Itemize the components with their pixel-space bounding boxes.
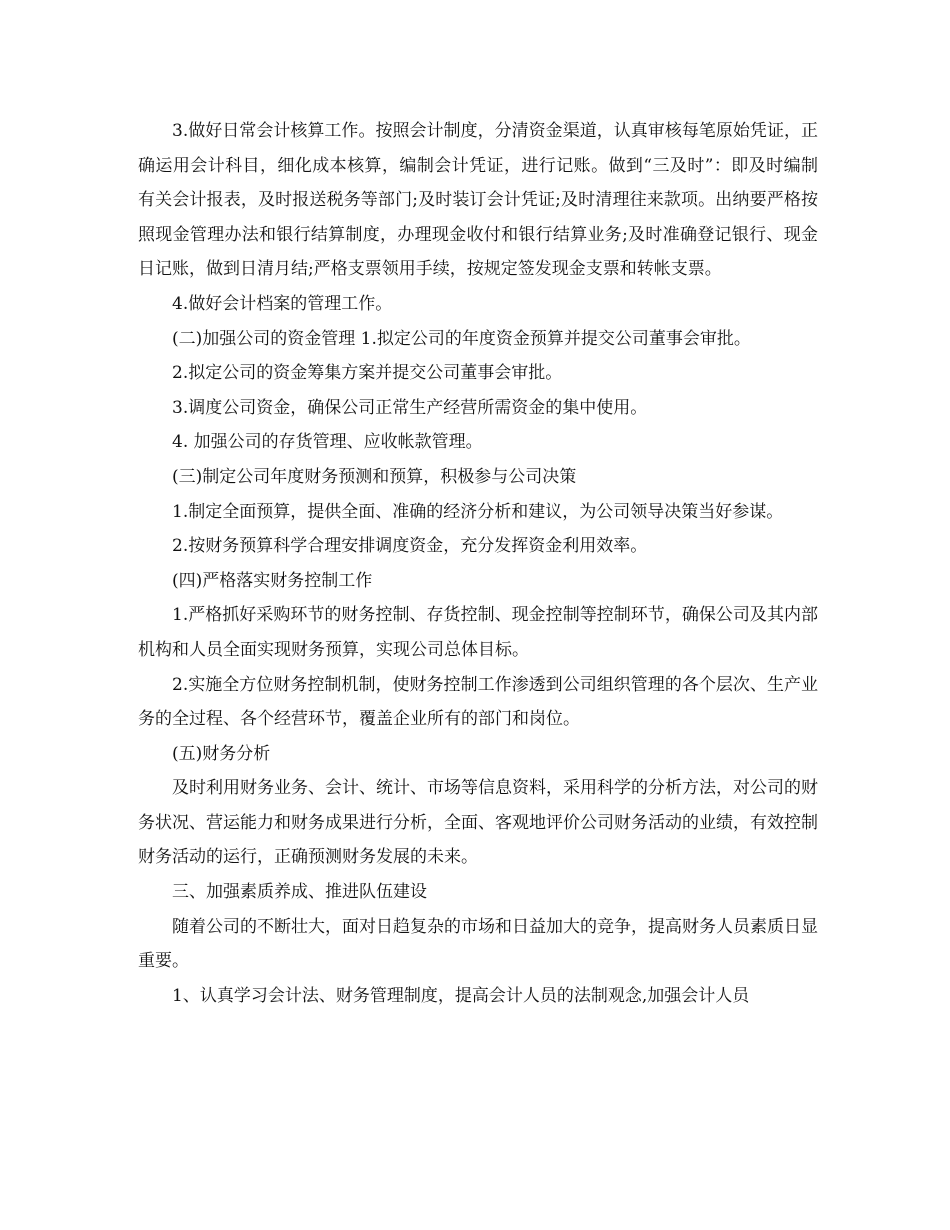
paragraph-budget-arrangement: 2.按财务预算科学合理安排调度资金，充分发挥资金利用效率。: [172, 536, 648, 557]
document-body: [138, 114, 818, 1013]
section-heading-financial-analysis: (五)财务分析: [172, 743, 271, 764]
paragraph-staff-quality: 随着公司的不断壮大，面对日趋复杂的市场和日益加大的竞争，提高财务人员素质日显重要。: [138, 916, 818, 972]
section-heading-fund-management: (二)加强公司的资金管理 1.拟定公司的年度资金预算并提交公司董事会审批。: [172, 328, 751, 349]
paragraph-procurement-control: 1.严格抓好采购环节的财务控制、存货控制、现金控制等控制环节，确保公司及其内部机构和人员全面实现财务预算，实现公司总体目标。: [138, 605, 818, 660]
paragraph-fundraising-plan: 2.拟定公司的资金筹集方案并提交公司董事会审批。: [172, 363, 563, 384]
paragraph-accounting-work: 3.做好日常会计核算工作。按照会计制度，分清资金渠道，认真审核每笔原始凭证，正确运用会计科目，细化成本核算，编制会计凭证，进行记账。做到“三及时”：即及时编制有关会计报表，及时报送税务等部门;及时装订会计凭证;及时清理往来款项。出纳要严格按照现金管理办法和银行结算制度，办理现金收付和银行结算业务;及时准确登记银行、现金日记账，做到日清月结;严格支票领用手续，按规定签发现金支票和转帐支票。: [138, 121, 818, 280]
section-heading-team-building: 三、加强素质养成、推进队伍建设: [172, 882, 427, 903]
section-heading-financial-control: (四)严格落实财务控制工作: [172, 570, 373, 591]
paragraph-study-accounting-law: 1、认真学习会计法、财务管理制度，提高会计人员的法制观念,加强会计人员: [172, 985, 750, 1006]
paragraph-inventory-management: 4. 加强公司的存货管理、应收帐款管理。: [172, 432, 483, 453]
paragraph-control-mechanism: 2.实施全方位财务控制机制，使财务控制工作渗透到公司组织管理的各个层次、生产业务的全过程、各个经营环节，覆盖企业所有的部门和岗位。: [138, 674, 818, 730]
paragraph-archive-management: 4.做好会计档案的管理工作。: [172, 293, 393, 314]
paragraph-fund-dispatch: 3.调度公司资金，确保公司正常生产经营所需资金的集中使用。: [172, 397, 648, 418]
section-heading-budget-forecast: (三)制定公司年度财务预测和预算，积极参与公司决策: [172, 466, 577, 487]
paragraph-analysis-method: 及时利用财务业务、会计、统计、市场等信息资料，采用科学的分析方法，对公司的财务状况、营运能力和财务成果进行分析，全面、客观地评价公司财务活动的业绩，有效控制财务活动的运行，正确预测财务发展的未来。: [138, 778, 818, 868]
paragraph-full-budget: 1.制定全面预算，提供全面、准确的经济分析和建议，为公司领导决策当好参谋。: [172, 501, 784, 522]
